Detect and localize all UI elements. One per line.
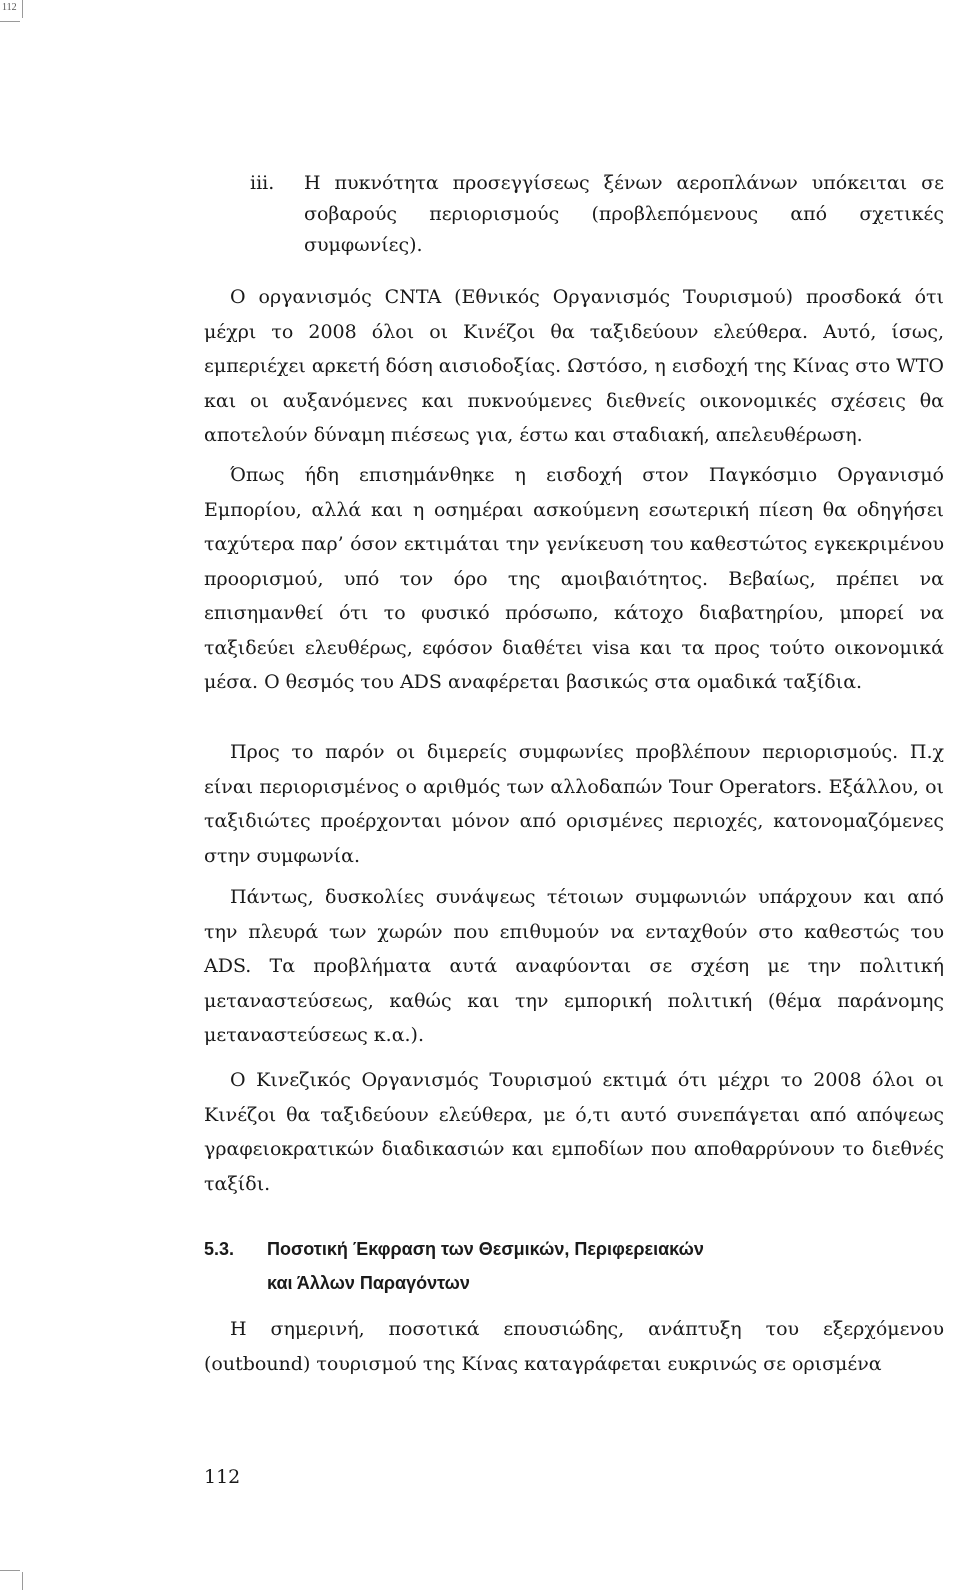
paragraph-bilateral-agreements: Προς το παρόν οι διμερείς συμφωνίες προβλέπουν περιορισμούς. Π.χ είναι περιορισμένος ο αριθμός των αλλοδαπών Tour Operators. Εξάλλου, οι ταξιδιώτες προέρχονται μόνον από ορισμένες περιοχές, κατονομαζόμενες στην συμφωνία. [204,741,944,867]
paragraph-cnta: Ο οργανισμός CNTA (Εθνικός Οργανισμός Τουρισμού) προσδοκά ότι μέχρι το 2008 όλοι οι Κινέζοι θα ταξιδεύουν ελεύθερα. Αυτό, ίσως, εμπεριέχει αρκετή δόση αισιοδοξίας. Ωστόσο, η εισδοχή της Κίνας στο WTO και οι αυξανόμενες και πυκνούμενες διεθνείς οικονομικές σχέσεις θα αποτελούν δύναμη πιέσεως για, έστω και σταδιακή, απελευθέρωση. [204,286,944,446]
crop-mark-bottom-horizontal [0,1570,20,1571]
crop-mark-top-vertical [22,0,23,18]
section-title [267,1232,944,1300]
section-heading [204,1232,944,1300]
page-number: 112 [204,1466,241,1488]
list-item-text: Η πυκνότητα προσεγγίσεως ξένων αεροπλάνων υπόκειται σε σοβαρούς περιορισμούς (προβλεπόμενους από σχετικές συμφωνίες). [304,172,944,256]
paragraph-wto-ads: Όπως ήδη επισημάνθηκε η εισδοχή στον Παγκόσμιο Οργανισμό Εμπορίου, αλλά και η οσημέραι ασκούμενη εσωτερική πίεση θα οδηγήσει ταχύτερα παρ’ όσον εκτιμάται την γενίκευση του καθεστώτος εγκεκριμένου προορισμού, υπό τον όρο της αμοιβαιότητος. Βεβαίως, πρέπει να επισημανθεί ότι το φυσικό πρόσωπο, κάτοχο διαβατηρίου, μπορεί να ταξιδεύει ελευθέρως, εφόσον διαθέτει visa και τα προς τούτο οικονομικά μέσα. Ο θεσμός του ADS αναφέρεται βασικώς στα ομαδικά ταξίδια. [204,464,944,693]
paragraph-difficulties: Πάντως, δυσκολίες συνάψεως τέτοιων συμφωνιών υπάρχουν και από την πλευρά των χωρών που επιθυμούν να ενταχθούν στο καθεστώς του ADS. Τα προβλήματα αυτά αναφύονται σε σχέση με την πολιτική μεταναστεύσεως, καθώς και την εμπορική πολιτική (θέμα παράνομης μεταναστεύσεως κ.α.). [204,886,944,1046]
section-title-line-2: και Άλλων Παραγόντων [267,1273,470,1293]
list-item-iii [250,168,944,261]
paragraph-chinese-tourism-org: Ο Κινεζικός Οργανισμός Τουρισμού εκτιμά ότι μέχρι το 2008 όλοι οι Κινέζοι θα ταξιδεύουν ελεύθερα, με ό,τι αυτό συνεπάγεται από απόψεως γραφειοκρατικών διαδικασιών και εμποδίων που αποθαρρύνουν το διεθνές ταξίδι. [204,1069,944,1195]
section-title-line-1: Ποσοτική Έκφραση των Θεσμικών, Περιφερειακών [267,1239,704,1259]
crop-mark-bottom-vertical [22,1572,23,1590]
list-marker: iii. [250,172,275,194]
crop-mark-top-horizontal [0,21,20,22]
paragraph-outbound: Η σημερινή, ποσοτικά επουσιώδης, ανάπτυξη του εξερχόμενου (outbound) τουρισμού της Κίνας καταγράφεται ευκρινώς σε ορισμένα [204,1318,944,1375]
corner-page-number: 112 [2,2,17,13]
section-number: 5.3. [204,1239,235,1259]
